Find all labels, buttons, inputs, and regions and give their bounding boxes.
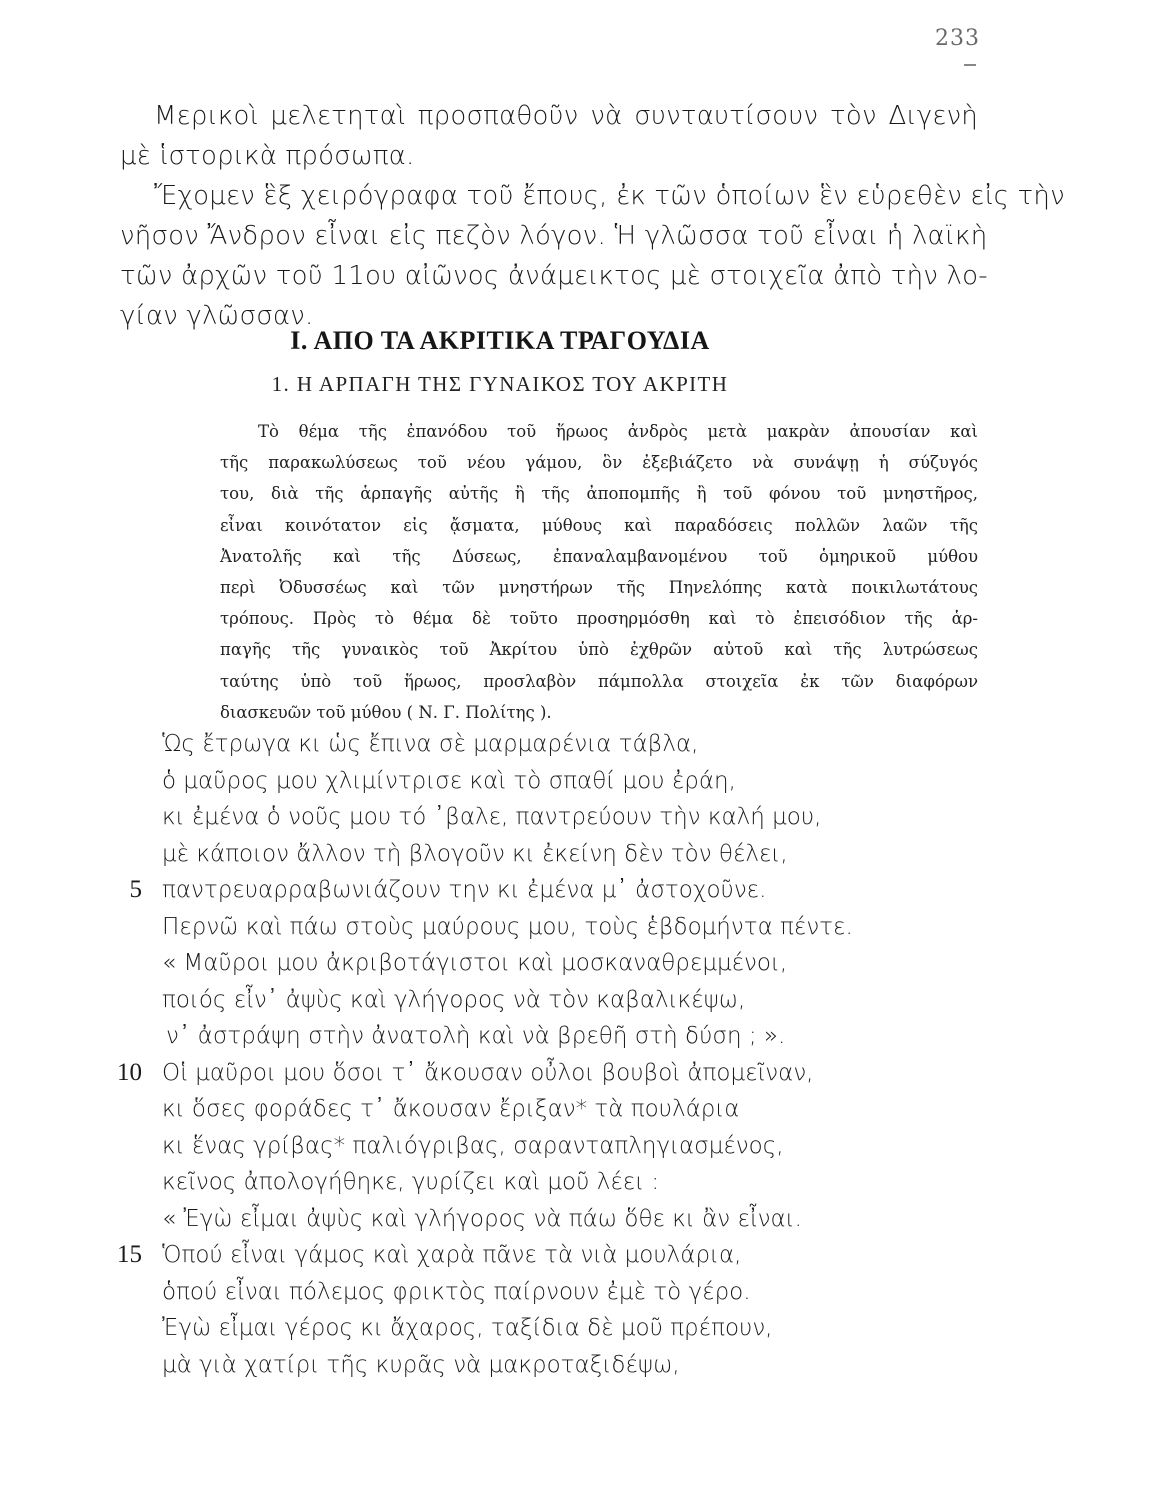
verse-text: κεῖνος ἀπολογήθηκε, γυρίζει καὶ μοῦ λέει : [162, 1169, 660, 1195]
intro-line: Ἔχομεν ἓξ χειρόγραφα τοῦ ἔπους, ἐκ τῶν ὁποίων ἓν εὑρεθὲν εἰς τὴν [154, 181, 1065, 211]
verse-number: 10 [117, 1058, 142, 1086]
section-title: Ι. ΑΠΟ ΤΑ ΑΚΡΙΤΙΚΑ ΤΡΑΓΟΥΔΙΑ [290, 326, 710, 355]
verse-number: 5 [129, 876, 142, 903]
page-number-mark [964, 64, 976, 66]
note-line: εἶναι κοινότατον εἰς ᾄσματα, μύθους καὶ παραδόσεις πολλῶν λαῶν τῆς [220, 515, 978, 535]
note-line: τρόπους. Πρὸς τὸ θέμα δὲ τοῦτο προσηρμόσθη καὶ τὸ ἐπεισόδιον τῆς ἁρ- [220, 609, 978, 629]
verse-number: 15 [117, 1241, 142, 1268]
verse-text: « Ἐγὼ εἶμαι ἀψὺς καὶ γλήγορος νὰ πάω ὅθε κι ἂν εἶναι. [162, 1205, 802, 1232]
verse [110, 872, 980, 909]
verse [110, 945, 980, 982]
verse [110, 1128, 980, 1165]
verse-text: « Μαῦροι μου ἀκριβοτάγιστοι καὶ μοσκαναθρεμμένοι, [162, 950, 788, 976]
verse-text: κι ἐμένα ὁ νοῦς μου τό ᾿βαλε, παντρεύουν τὴν καλή μου, [162, 804, 822, 830]
note-line: ταύτης ὑπὸ τοῦ ἥρωος, προσλαβὸν πάμπολλα στοιχεῖα ἐκ τῶν διαφόρων [220, 671, 978, 691]
verse [110, 763, 980, 800]
note-line: τῆς παρακωλύσεως τοῦ νέου γάμου, ὃν ἐξεβιάζετο νὰ συνάψῃ ἡ σύζυγός [220, 453, 978, 473]
verse [110, 1018, 980, 1055]
intro-line: Μερικοὶ μελετηταὶ προσπαθοῦν νὰ συνταυτίσουν τὸν Διγενὴ [154, 101, 978, 131]
verse [110, 1310, 980, 1347]
verse [110, 1347, 980, 1384]
verse-text: ὁπού εἶναι πόλεμος φρικτὸς παίρνουν ἐμὲ τὸ γέρο. [162, 1278, 751, 1305]
verse-text: Περνῶ καὶ πάω στοὺς μαύρους μου, τοὺς ἑβδομήντα πέντε. [162, 913, 853, 940]
verse-text: ποιός εἶν᾿ ἀψὺς καὶ γλήγορος νὰ τὸν καβαλικέψω, [162, 986, 746, 1013]
verse-text: μὰ γιὰ χατίρι τῆς κυρᾶς νὰ μακροταξιδέψω, [162, 1351, 680, 1378]
note-line: περὶ Ὀδυσσέως καὶ τῶν μνηστήρων τῆς Πηνελόπης κατὰ ποικιλωτάτους [220, 577, 978, 597]
page-number: 233 [935, 26, 980, 51]
verse-text: Ὁπού εἶναι γάμος καὶ χαρὰ πᾶνε τὰ νιὰ μουλάρια, [162, 1242, 742, 1268]
note-line: διασκευῶν τοῦ μύθου ( Ν. Γ. Πολίτης ). [220, 702, 552, 722]
verse-text: ν᾿ ἀστράψη στὴν ἀνατολὴ καὶ νὰ βρεθῆ στὴ δύση ; ». [166, 1023, 786, 1049]
verse [110, 1237, 980, 1274]
verse [110, 1164, 980, 1201]
verse [110, 909, 980, 946]
verse [110, 982, 980, 1019]
verse-text: ὁ μαῦρος μου χλιμίντρισε καὶ τὸ σπαθί μου ἐράη, [162, 767, 736, 794]
verse [110, 799, 980, 836]
intro-line: νῆσον Ἄνδρον εἶναι εἰς πεζὸν λόγον. Ἡ γλῶσσα τοῦ εἶναι ἡ λαϊκὴ [120, 221, 988, 251]
verse [110, 1274, 980, 1311]
verse-text: κι ἕνας γρίβας* παλιόγριβας, σαρανταπληγιασμένος, [162, 1132, 784, 1159]
note-line: του, διὰ τῆς ἁρπαγῆς αὐτῆς ἢ τῆς ἀποπομπῆς ἢ τοῦ φόνου τοῦ μνηστῆρος, [220, 484, 978, 504]
verse-text: παντρευαρραβωνιάζουν την κι ἐμένα μ᾿ ἀστοχοῦνε. [162, 877, 767, 903]
verse-text: Ὡς ἔτρωγα κι ὡς ἔπινα σὲ μαρμαρένια τάβλα, [162, 731, 699, 757]
verse [110, 836, 980, 873]
verse [110, 1091, 980, 1128]
note-line: Ἀνατολῆς καὶ τῆς Δύσεως, ἐπαναλαμβανομένου τοῦ ὁμηρικοῦ μύθου [220, 546, 978, 566]
verse-text: κι ὅσες φοράδες τ᾿ ἄκουσαν ἔριξαν* τὰ πουλάρια [162, 1096, 740, 1122]
verse [110, 1055, 980, 1092]
intro-line: μὲ ἱστορικὰ πρόσωπα. [120, 141, 415, 171]
poem [110, 726, 980, 1383]
verse-text: μὲ κάποιον ἄλλον τὴ βλογοῦν κι ἐκείνη δὲν τὸν θέλει, [162, 840, 788, 867]
verse-text: Οἱ μαῦροι μου ὅσοι τ᾿ ἄκουσαν οὖλοι βουβοὶ ἀπομεῖναν, [162, 1059, 814, 1086]
verse [110, 1201, 980, 1238]
intro-line: τῶν ἀρχῶν τοῦ 11ου αἰῶνος ἀνάμεικτος μὲ στοιχεῖα ἀπὸ τὴν λο- [120, 261, 988, 291]
intro-paragraph [120, 96, 1065, 336]
editorial-note [220, 416, 978, 728]
note-line: παγῆς τῆς γυναικὸς τοῦ Ἀκρίτου ὑπὸ ἐχθρῶν αὐτοῦ καὶ τῆς λυτρώσεως [220, 640, 978, 660]
subsection-title: 1. Η ΑΡΠΑΓΗ ΤΗΣ ΓΥΝΑΙΚΟΣ ΤΟΥ ΑΚΡΙΤΗ [271, 372, 729, 396]
verse [110, 726, 980, 763]
verse-text: Ἐγὼ εἶμαι γέρος κι ἄχαρος, ταξίδια δὲ μοῦ πρέπουν, [162, 1315, 773, 1341]
intro-line: γίαν γλῶσσαν. [120, 301, 314, 331]
note-line: Τὸ θέμα τῆς ἐπανόδου τοῦ ἥρωος ἀνδρὸς μετὰ μακρὰν ἀπουσίαν καὶ [258, 422, 978, 441]
